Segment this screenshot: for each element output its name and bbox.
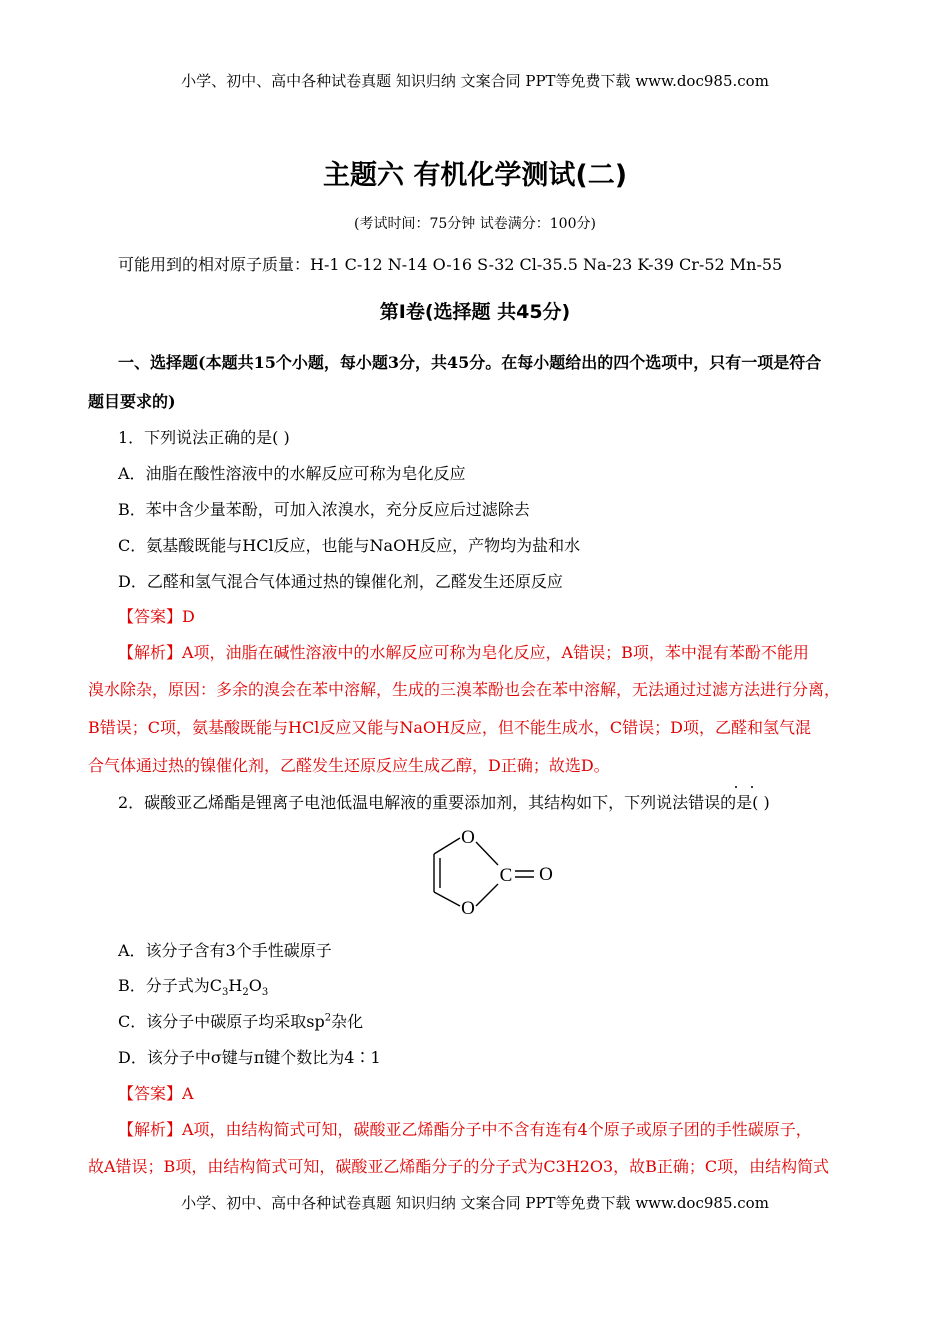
- atom-c: C: [499, 865, 513, 886]
- section-instructions-line1: 一、选择题(本题共15个小题，每小题3分，共45分。在每小题给出的四个选项中，只有一项是符合: [118, 353, 822, 372]
- bond-o-c-bottom: [476, 884, 498, 906]
- q2-option-d: D．该分子中σ键与π键个数比为4∶1: [118, 1048, 381, 1067]
- page-header: 小学、初中、高中各种试卷真题 知识归纳 文案合同 PPT等免费下载 www.doc985.com: [181, 72, 769, 90]
- q1-analysis-line4: 合气体通过热的镍催化剂，乙醛发生还原反应生成乙醇，D正确；故选D。: [88, 756, 610, 775]
- q2-option-c: C．该分子中碳原子均采取$sp^2$杂化: [118, 1012, 364, 1031]
- bond-o-c-top: [476, 842, 498, 865]
- q1-analysis-line1: 【解析】A项，油脂在碱性溶液中的水解反应可称为皂化反应，A错误；B项，苯中混有苯酚不能用: [118, 643, 809, 662]
- emphasis-dot: [751, 786, 753, 788]
- q1-option-b: B．苯中含少量苯酚，可加入浓溴水，充分反应后过滤除去: [118, 500, 530, 519]
- volume-title: 第Ⅰ卷(选择题 共45分): [379, 301, 571, 323]
- q2-option-b: B．分子式为$C_3H_2O_3$: [118, 976, 269, 999]
- atom-o-bottom: O: [461, 898, 475, 919]
- q1-answer: 【答案】D: [118, 607, 195, 626]
- q1-analysis-line2: 溴水除杂，原因：多余的溴会在苯中溶解，生成的三溴苯酚也会在苯中溶解，无法通过过滤方法进行分离，: [88, 680, 841, 699]
- q2-option-a: A．该分子含有3个手性碳原子: [118, 941, 332, 960]
- q2-answer: 【答案】A: [118, 1084, 194, 1103]
- q2-stem: 2．碳酸亚乙烯酯是锂离子电池低温电解液的重要添加剂，其结构如下，下列说法错误的是( ): [118, 793, 770, 812]
- page-title: 主题六 有机化学测试(二): [322, 160, 628, 191]
- vinylene-carbonate-structure: [420, 822, 560, 926]
- bond-c-o-top: [434, 838, 460, 854]
- q1-option-a: A．油脂在酸性溶液中的水解反应可称为皂化反应: [118, 464, 466, 483]
- atom-o-carbonyl: O: [539, 864, 553, 885]
- q2-analysis-line2: 故A错误；B项，由结构简式可知，碳酸亚乙烯酯分子的分子式为C3H2O3，故B正确；C项，由结构简式: [88, 1157, 830, 1176]
- emphasis-dot: [735, 786, 737, 788]
- q1-analysis-line3: B错误；C项，氨基酸既能与HCl反应又能与NaOH反应，但不能生成水，C错误；D项，乙醛和氢气混: [88, 718, 811, 737]
- page-footer: 小学、初中、高中各种试卷真题 知识归纳 文案合同 PPT等免费下载 www.doc985.com: [181, 1194, 769, 1212]
- exam-info: (考试时间：75分钟 试卷满分：100分): [354, 216, 596, 232]
- bond-c-o-bottom: [434, 892, 460, 906]
- section-instructions-line2: 题目要求的): [88, 392, 176, 411]
- q1-stem: 1．下列说法正确的是( ): [118, 428, 290, 447]
- q1-option-d: D．乙醛和氢气混合气体通过热的镍催化剂，乙醛发生还原反应: [118, 572, 563, 591]
- q1-option-c: C．氨基酸既能与HCl反应，也能与NaOH反应，产物均为盐和水: [118, 536, 581, 555]
- q2-analysis-line1: 【解析】A项，由结构简式可知，碳酸亚乙烯酯分子中不含有连有4个原子或原子团的手性碳原子，: [118, 1120, 812, 1139]
- atom-o-top: O: [461, 827, 475, 848]
- atomic-masses: 可能用到的相对原子质量：H-1 C-12 N-14 O-16 S-32 Cl-35.5 Na-23 K-39 Cr-52 Mn-55: [118, 255, 783, 274]
